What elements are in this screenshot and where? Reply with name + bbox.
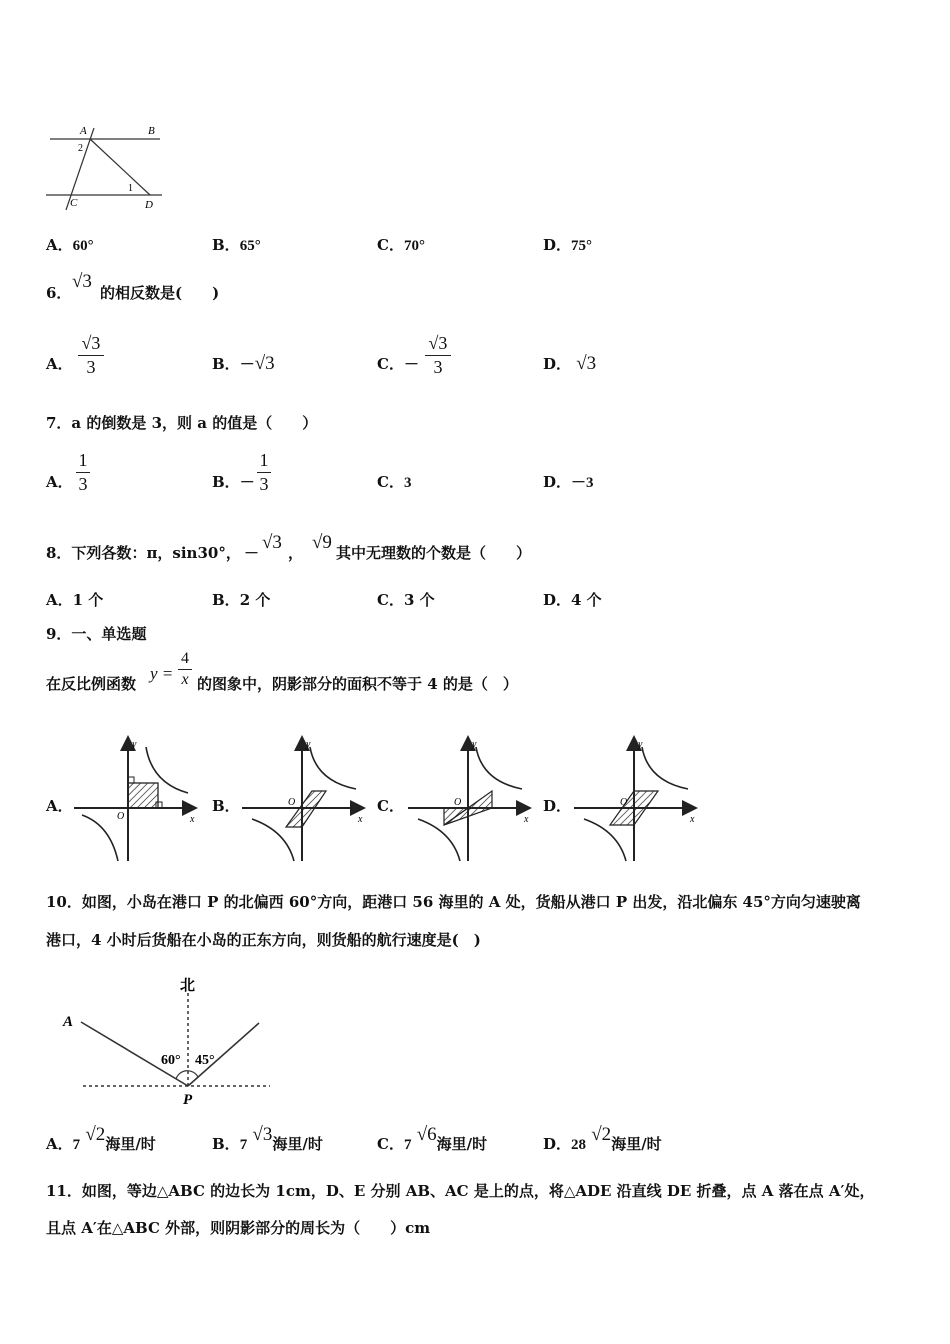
q6-number: 6．: [46, 284, 72, 302]
q7-option-d[interactable]: D．－3: [543, 473, 594, 491]
q8-option-c[interactable]: C．3 个: [377, 591, 435, 609]
q9-graph-d: [570, 733, 700, 863]
svg-text:x: x: [358, 814, 363, 825]
q6-option-a[interactable]: A．: [46, 355, 73, 373]
q9-graph-a: [70, 733, 200, 863]
svg-text:x: x: [690, 814, 695, 825]
q11-question-line2: 且点 A′在△ABC 外部，则阴影部分的周长为（ ）cm: [46, 1219, 431, 1237]
q9-graph-c: [404, 733, 534, 863]
q10-label-p: P: [183, 1092, 193, 1108]
q10-angle-45: 45°: [195, 1053, 215, 1068]
q5-option-c[interactable]: C．70°: [377, 236, 425, 254]
q5-label-angle1: 1: [128, 183, 133, 194]
q8-option-a[interactable]: A．1 个: [46, 591, 104, 609]
q10-option-a[interactable]: A．7 √2海里/时: [46, 1124, 156, 1153]
svg-text:O: O: [117, 811, 125, 822]
svg-text:y: y: [132, 739, 137, 750]
q5-label-d: D: [145, 199, 153, 211]
svg-text:O: O: [454, 797, 462, 808]
q6-option-c[interactable]: C．－: [377, 355, 419, 373]
q6-option-b[interactable]: B．－√3: [212, 353, 275, 374]
q7-option-a[interactable]: A．: [46, 473, 73, 491]
svg-text:O: O: [288, 797, 296, 808]
q6-option-c-fraction: √3 3: [425, 333, 451, 378]
q6-option-a-fraction: √3 3: [78, 333, 104, 378]
q8-question-start: 8．下列各数：π，sin30°，: [46, 544, 241, 562]
q5-label-b: B: [148, 125, 155, 137]
svg-text:x: x: [190, 814, 195, 825]
q10-question-line2: 港口，4 小时后货船在小岛的正东方向，则货船的航行速度是( ): [46, 931, 481, 949]
q5-option-a[interactable]: A．60°: [46, 236, 94, 254]
q10-north-label: 北: [180, 976, 196, 994]
q5-label-angle2: 2: [78, 143, 83, 154]
svg-text:O: O: [620, 797, 628, 808]
q10-figure: [55, 968, 275, 1108]
q8-radical-9: √9: [312, 532, 332, 553]
q8-comma: ，: [288, 544, 304, 562]
q9-function-fraction: 4 x: [178, 650, 192, 689]
q6-question-text: 的相反数是( ): [100, 284, 220, 302]
q10-option-d[interactable]: D．28 √2海里/时: [543, 1124, 662, 1153]
q9-option-a[interactable]: A．: [46, 797, 73, 815]
q5-option-d[interactable]: D．75°: [543, 236, 593, 254]
q9-function-y: y =: [150, 664, 174, 683]
q7-option-b[interactable]: B．－: [212, 473, 255, 491]
q8-option-d[interactable]: D．4 个: [543, 591, 602, 609]
q8-radical-3: √3: [262, 532, 282, 553]
q9-option-b[interactable]: B．: [212, 797, 240, 815]
svg-text:y: y: [306, 739, 311, 750]
q9-graph-b: [238, 733, 368, 863]
svg-text:x: x: [524, 814, 529, 825]
q9-question-end: 的图象中，阴影部分的面积不等于 4 的是（ ）: [197, 675, 518, 693]
q7-option-c[interactable]: C．3: [377, 473, 412, 491]
q8-minus: －: [244, 544, 260, 562]
svg-text:y: y: [638, 739, 643, 750]
q5-label-c: C: [70, 197, 78, 209]
q7-question-text: 7．a 的倒数是 3，则 a 的值是（ ）: [46, 414, 318, 432]
q5-figure: [40, 120, 170, 215]
q6-option-d[interactable]: D． √3: [543, 353, 597, 374]
q8-option-b[interactable]: B．2 个: [212, 591, 271, 609]
q6-radical: √3: [72, 271, 92, 292]
q11-question-line1: 11．如图，等边△ABC 的边长为 1cm，D、E 分别 AB、AC 是上的点，将△ADE 沿直线 DE 折叠，点 A 落在点 A′处，: [46, 1182, 875, 1200]
q10-angle-60: 60°: [161, 1053, 181, 1068]
q10-option-c[interactable]: C．7 √6海里/时: [377, 1124, 488, 1153]
q9-option-c[interactable]: C．: [377, 797, 404, 815]
q7-option-a-fraction: 1 3: [76, 450, 90, 495]
q10-question-line1: 10．如图，小岛在港口 P 的北偏西 60°方向，距港口 56 海里的 A 处，货船从港口 P 出发，沿北偏东 45°方向匀速驶离: [46, 893, 861, 911]
q10-option-b[interactable]: B．7 √3海里/时: [212, 1124, 323, 1153]
q9-heading: 9．一、单选题: [46, 625, 147, 643]
q5-option-b[interactable]: B．65°: [212, 236, 261, 254]
q5-label-a: A: [80, 125, 87, 137]
q9-question-start: 在反比例函数: [46, 675, 137, 693]
q10-label-a: A: [63, 1014, 74, 1030]
q9-option-d[interactable]: D．: [543, 797, 572, 815]
svg-text:y: y: [472, 739, 477, 750]
q8-question-end: 其中无理数的个数是（ ）: [336, 544, 532, 562]
q7-option-b-fraction: 1 3: [257, 450, 271, 495]
